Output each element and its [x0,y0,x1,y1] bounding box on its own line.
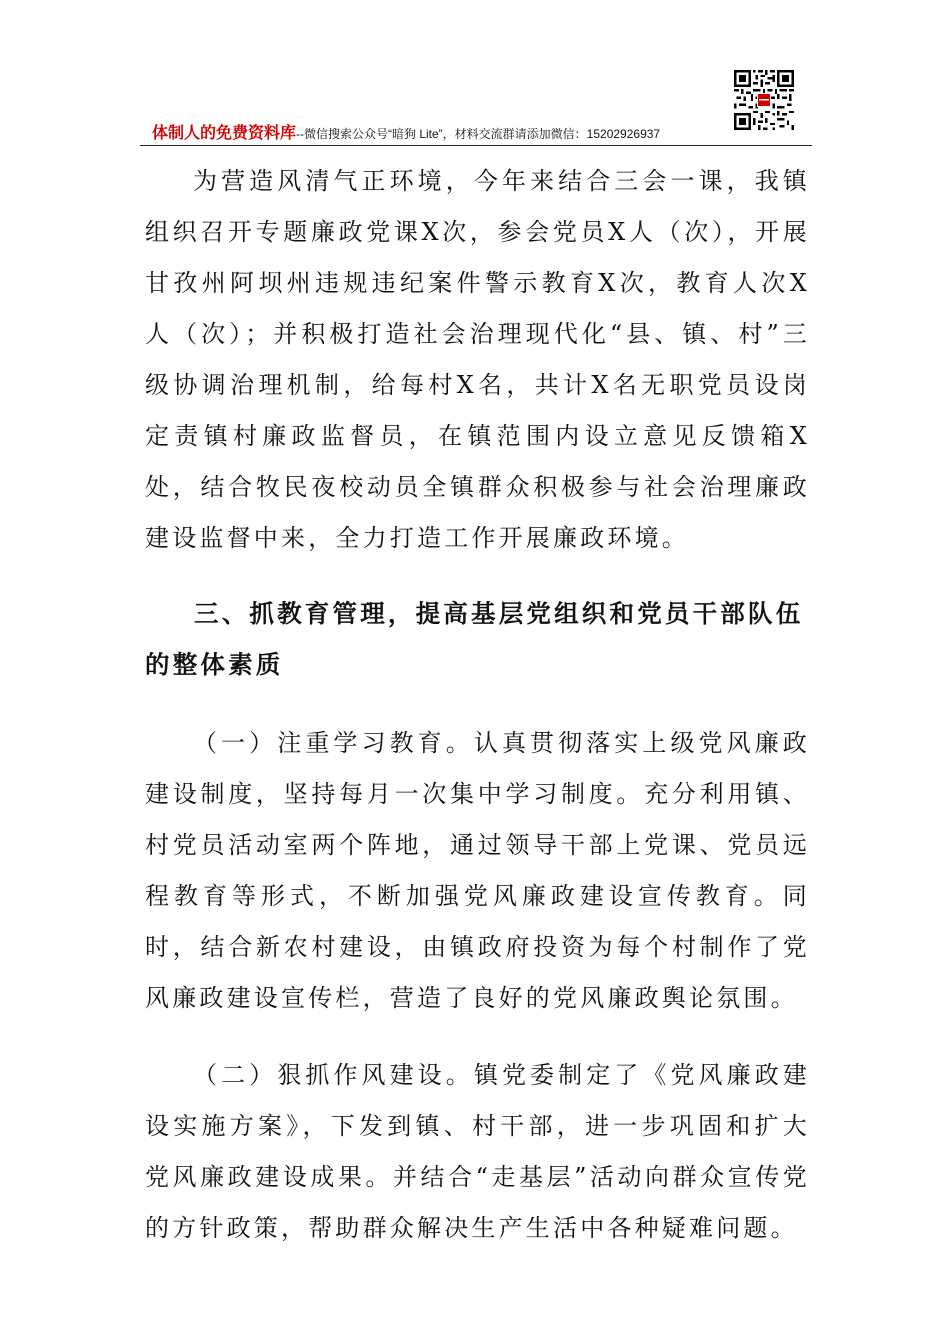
qr-code-icon [734,70,794,130]
header-banner [152,124,660,143]
header-subline: --微信搜索公众号“暗狗 Lite”，材料交流群请添加微信：15202926937 [296,127,661,141]
brand-title: 体制人的免费资料库 [152,125,297,142]
document-body [145,156,810,1254]
paragraph-study-education: （一）注重学习教育。认真贯彻落实上级党风廉政建设制度，坚持每月一次集中学习制度。充分利用镇、村党员活动室两个阵地，通过领导干部上党课、党员远程教育等形式，不断加强党风廉政建设宣传教育。同时，结合新农村建设，由镇政府投资为每个村制作了党风廉政建设宣传栏，营造了良好的党风廉政舆论氛围。 [145,729,810,1012]
paragraph-integrity-environment: 为营造风清气正环境，今年来结合三会一课，我镇组织召开专题廉政党课X次，参会党员X人（次），开展甘孜州阿坝州违规违纪案件警示教育X次，教育人次X人（次）；并积极打造社会治理现代化“县、镇、村”三级协调治理机制，给每村X名，共计X名无职党员设岗定责镇村廉政监督员，在镇范围内设立意见反馈箱X处，结合牧民夜校动员全镇群众积极参与社会治理廉政建设监督中来，全力打造工作开展廉政环境。 [145,167,810,552]
header-divider [140,145,812,146]
paragraph-work-style: （二）狠抓作风建设。镇党委制定了《党风廉政建设实施方案》，下发到镇、村干部，进一步巩固和扩大党风廉政建设成果。并结合“走基层”活动向群众宣传党的方针政策，帮助群众解决生产生活中各种疑难问题。 [145,1061,810,1242]
section-heading-3: 三、抓教育管理，提高基层党组织和党员干部队伍的整体素质 [145,599,804,679]
page-header [140,68,812,146]
